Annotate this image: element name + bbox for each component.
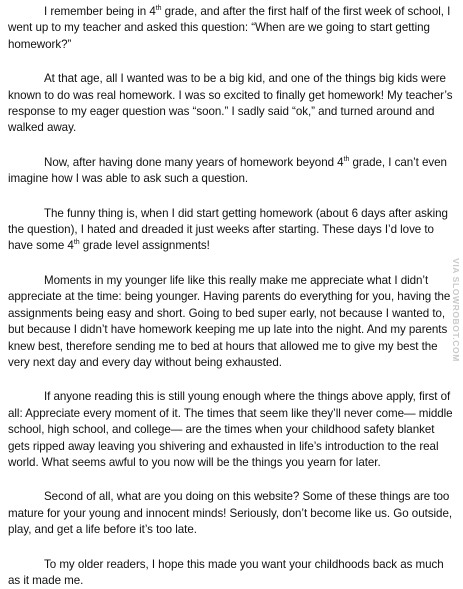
ordinal-suffix: th <box>343 155 350 163</box>
paragraph-3: Now, after having done many years of homework beyond 4th grade, I can’t even imagine how I was able to ask such a question. <box>8 155 447 186</box>
ordinal-suffix: th <box>73 239 80 247</box>
paragraph-8: To my older readers, I hope this made you want your childhoods back as much as it made me. <box>8 557 444 587</box>
essay-body <box>8 4 453 589</box>
ordinal-suffix: th <box>155 5 162 13</box>
paragraph-2: At that age, all I wanted was to be a big kid, and one of the things big kids were known to do was real homework. I was so excited to finally get homework! My teacher’s response to my eager question was “soon.” I sadly said “ok,” and turned around and walked away. <box>8 72 453 135</box>
paragraph-7: Second of all, what are you doing on this website? Some of these things are too mature for your young and innocent minds! Seriously, don’t become like us. Go outside, play, and get a life before it’s too late. <box>8 490 453 537</box>
paragraph-1: I remember being in 4th grade, and after the first half of the first week of school, I went up to my teacher and asked this question: “When are we going to start getting homework?” <box>8 5 451 51</box>
paragraph-6: If anyone reading this is still young enough where the things above apply, first of all: Appreciate every moment of it. The times that seem like they’ll never come— middle school, high school, and college— are the times when your childhood safety blanket gets ripped away leaving you shivering and exhausted in life’s introduction to the real world. What seems awful to you now will be the things you yearn for later. <box>8 390 453 469</box>
paragraph-4: The funny thing is, when I did start getting homework (about 6 days after asking the question), I hated and dreaded it just weeks after starting. These days I’d love to have some 4th grade level assignments! <box>8 206 448 253</box>
watermark-text: VIA SLOWROBOT.COM <box>451 258 461 362</box>
watermark <box>451 240 461 380</box>
paragraph-5: Moments in my younger life like this really make me appreciate what I didn’t appreciate at the time: being younger. Having parents do everything for you, having the assignments being easy and short. Going to bed super early, not because I wanted to, but because I didn’t have homework keeping me up late into the night. And my parents knew best, therefore sending me to bed at hours that allowed me to give my best the very next day and every day without being exhausted. <box>8 273 451 369</box>
